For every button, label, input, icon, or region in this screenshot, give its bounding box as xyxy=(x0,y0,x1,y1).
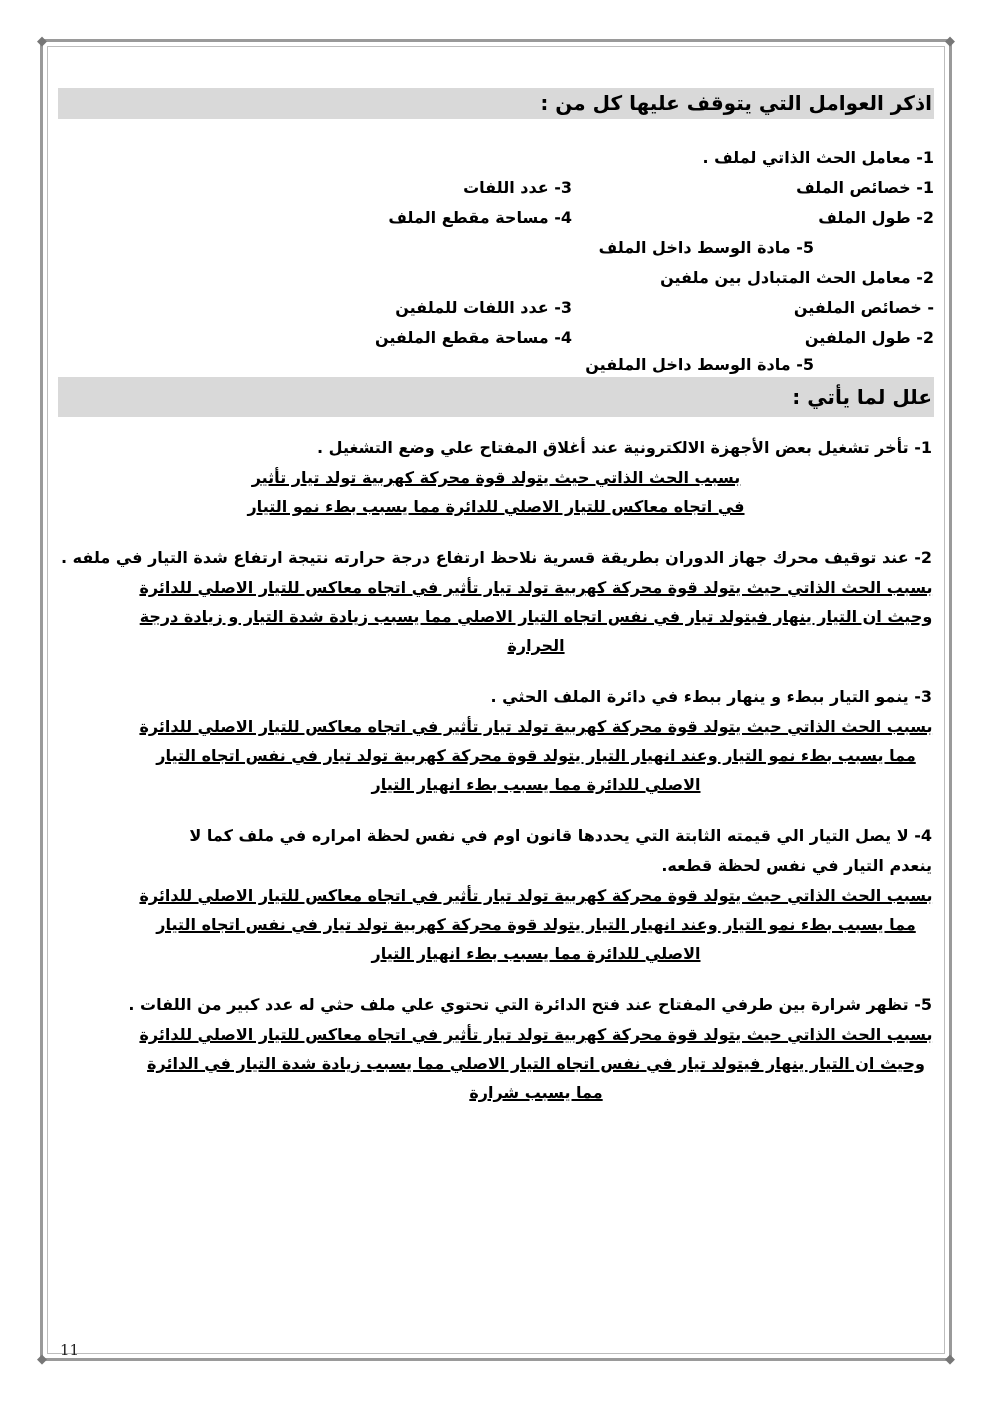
answer-4: بسبب الحث الذاتي حيث يتولد قوة محركة كهربية تولد تيار تأثير في اتجاه معاكس للتيار الاصلي للدائرة مما يسبب بطء نمو التيار وعند انهيار التيار يتولد قوة محركة كهربية تولد تيار في نفس اتجاه التيار الاصلي للدائرة مما يسبب بطء انهيار التيار xyxy=(139,886,933,963)
worksheet-content xyxy=(58,88,934,1107)
question-4: 4- لا يصل التيار الي قيمته الثابتة التي يحددها قانون اوم في نفس لحظة امراره في ملف كما لا ينعدم التيار في نفس لحظة قطعه. xyxy=(189,826,932,875)
factors-item2-title: 2- معامل الحث المتبادل بين ملفين xyxy=(660,268,934,287)
factors-row: 2- طول الملف 4- مساحة مقطع الملف xyxy=(388,208,934,227)
corner-ornament-icon: ◆ xyxy=(945,1352,955,1367)
corner-ornament-icon: ◆ xyxy=(37,1352,47,1367)
question-2: 2- عند توقيف محرك جهاز الدوران بطريقة قسرية نلاحظ ارتفاع درجة حرارته نتيجة ارتفاع شدة التيار في ملفه . xyxy=(60,548,932,567)
answer-1: بسبب الحث الذاتي حيث يتولد قوة محركة كهربية تولد تيار تأثير في اتجاه معاكس للتيار الاصلي للدائرة مما يسبب بطء نمو التيار xyxy=(247,468,745,516)
question-5: 5- تظهر شرارة بين طرفي المفتاح عند فتح الدائرة التي تحتوي علي ملف حثي له عدد كبير من اللفات . xyxy=(128,995,932,1014)
answer-3: بسبب الحث الذاتي حيث يتولد قوة محركة كهربية تولد تيار تأثير في اتجاه معاكس للتيار الاصلي للدائرة مما يسبب بطء نمو التيار وعند انهيار التيار يتولد قوة محركة كهربية تولد تيار في نفس اتجاه التيار الاصلي للدائرة مما يسبب بطء انهيار التيار xyxy=(139,717,933,794)
factors-row: - خصائص الملفين 3- عدد اللفات للملفين xyxy=(395,298,934,317)
answer-2: بسبب الحث الذاتي حيث يتولد قوة محركة كهربية تولد تيار تأثير في اتجاه معاكس للتيار الاصلي للدائرة وحيث ان التيار ينهار فيتولد تيار في نفس اتجاه التيار الاصلي مما يسبب زيادة شدة التيار و زيادة درجة الحرارة xyxy=(139,578,933,655)
factors-row: 2- طول الملفين 4- مساحة مقطع الملفين xyxy=(374,328,934,347)
question-3: 3- ينمو التيار ببطء و ينهار ببطء في دائرة الملف الحثي . xyxy=(490,687,932,706)
section1-heading: اذكر العوامل التي يتوقف عليها كل من : xyxy=(58,88,934,119)
factors-item1-title: 1- معامل الحث الذاتي لملف . xyxy=(702,148,934,167)
corner-ornament-icon: ◆ xyxy=(37,34,47,49)
question-1: 1- تأخر تشغيل بعض الأجهزة الالكترونية عند أغلاق المفتاح علي وضع التشغيل . xyxy=(317,438,932,457)
section2-heading: علل لما يأتي : xyxy=(58,377,934,417)
factors-row: 1- خصائص الملف 3- عدد اللفات xyxy=(463,178,934,197)
page-number: 11 xyxy=(60,1341,80,1359)
factors-row: 5- مادة الوسط داخل الملف xyxy=(598,238,814,257)
answer-5: بسبب الحث الذاتي حيث يتولد قوة محركة كهربية تولد تيار تأثير في اتجاه معاكس للتيار الاصلي للدائرة وحيث ان التيار ينهار فيتولد تيار في نفس اتجاه التيار الاصلي مما يسبب زيادة شدة التيار في الدائرة مما يسبب شرارة xyxy=(139,1025,933,1102)
corner-ornament-icon: ◆ xyxy=(945,34,955,49)
factors-row: 5- مادة الوسط داخل الملفين xyxy=(585,355,814,374)
